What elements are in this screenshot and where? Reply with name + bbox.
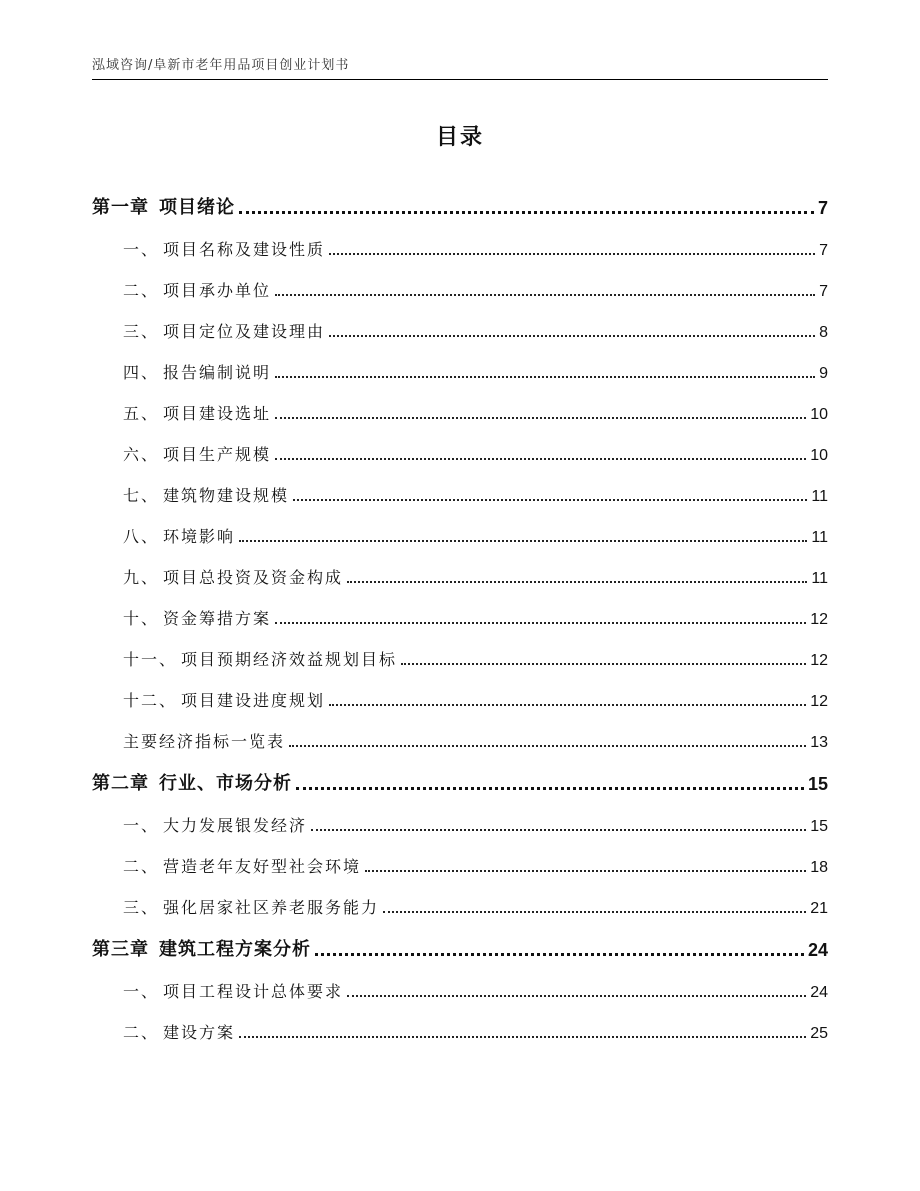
toc-entry-label (123, 979, 343, 1002)
toc-entry-text: 建设方案 (163, 1023, 236, 1042)
toc-entry-text: 项目承办单位 (163, 281, 272, 300)
toc-entry-label (123, 524, 235, 547)
toc-section-entry[interactable] (92, 961, 828, 1002)
toc-entry-label (123, 854, 361, 877)
toc-page-number: 24 (807, 940, 828, 960)
toc-page-number: 7 (819, 283, 828, 300)
toc-entry-number: 十二、 (123, 691, 178, 710)
toc-page-number: 8 (819, 324, 828, 341)
running-header: 泓域咨询/阜新市老年用品项目创业计划书 (92, 58, 350, 73)
toc-entry-label (123, 360, 271, 383)
toc-dot-leader (329, 704, 806, 706)
toc-entry-number: 一、 (123, 240, 160, 259)
toc-dot-leader (329, 335, 815, 337)
toc-entry-text: 项目定位及建设理由 (163, 322, 326, 341)
toc-section-entry[interactable] (92, 629, 828, 670)
toc-dot-leader (296, 787, 804, 790)
toc-entry-label (123, 565, 343, 588)
toc-entry-number: 第三章 (92, 939, 149, 960)
toc-section-entry[interactable] (92, 1002, 828, 1043)
toc-entry-number: 七、 (123, 486, 160, 505)
toc-entry-text: 项目名称及建设性质 (163, 240, 326, 259)
toc-section-entry[interactable] (92, 506, 828, 547)
toc-section-entry[interactable] (92, 836, 828, 877)
toc-page-number: 13 (810, 734, 828, 751)
toc-entry-label (123, 729, 285, 752)
toc-chapter-entry[interactable] (92, 918, 828, 961)
toc-dot-leader (401, 663, 806, 665)
toc-dot-leader (293, 499, 807, 501)
toc-dot-leader (239, 1036, 806, 1038)
toc-entry-text: 项目预期经济效益规划目标 (181, 650, 398, 669)
toc-entry-label (92, 193, 235, 219)
toc-page-number: 10 (810, 406, 828, 423)
toc-entry-text: 报告编制说明 (163, 363, 272, 382)
toc-entry-number: 二、 (123, 1023, 160, 1042)
toc-entry-text: 项目建设选址 (163, 404, 272, 423)
toc-page-number: 7 (817, 198, 828, 218)
toc-page-number: 10 (810, 447, 828, 464)
toc-entry-number: 十一、 (123, 650, 178, 669)
toc-entry-text: 资金筹措方案 (163, 609, 272, 628)
toc-page-number: 12 (810, 693, 828, 710)
toc-entry-number: 二、 (123, 857, 160, 876)
toc-dot-leader (383, 911, 806, 913)
toc-page-number: 11 (811, 570, 828, 587)
toc-dot-leader (275, 294, 815, 296)
toc-page-number: 9 (819, 365, 828, 382)
toc-dot-leader (347, 995, 806, 997)
toc-entry-number: 三、 (123, 898, 160, 917)
toc-entry-label (123, 401, 271, 424)
toc-section-entry[interactable] (92, 260, 828, 301)
toc-page-number: 15 (807, 774, 828, 794)
toc-entry-text: 建筑工程方案分析 (159, 939, 311, 960)
toc-entry-label (123, 688, 325, 711)
toc-entry-text: 建筑物建设规模 (163, 486, 290, 505)
toc-section-entry[interactable] (92, 219, 828, 260)
toc-section-entry[interactable] (92, 301, 828, 342)
toc-entry-label (123, 237, 325, 260)
toc-page-number: 7 (819, 242, 828, 259)
toc-dot-leader (239, 211, 814, 214)
table-of-contents (92, 176, 828, 1043)
toc-entry-text: 主要经济指标一览表 (123, 732, 286, 751)
toc-dot-leader (329, 253, 815, 255)
toc-entry-label (123, 319, 325, 342)
toc-entry-label (123, 606, 271, 629)
toc-page-number: 18 (810, 859, 828, 876)
toc-dot-leader (275, 622, 806, 624)
toc-entry-text: 项目生产规模 (163, 445, 272, 464)
toc-dot-leader (315, 953, 804, 956)
toc-page-number: 11 (811, 488, 828, 505)
toc-page-number: 24 (810, 984, 828, 1001)
toc-entry-text: 行业、市场分析 (159, 773, 292, 794)
toc-entry-label (123, 895, 379, 918)
toc-section-entry[interactable] (92, 588, 828, 629)
toc-section-entry[interactable] (92, 342, 828, 383)
toc-entry-label (92, 769, 292, 795)
toc-dot-leader (275, 376, 815, 378)
toc-entry-label (123, 442, 271, 465)
toc-entry-text: 项目建设进度规划 (181, 691, 326, 710)
toc-section-entry[interactable] (92, 383, 828, 424)
toc-chapter-entry[interactable] (92, 752, 828, 795)
toc-dot-leader (347, 581, 807, 583)
toc-entry-label (123, 813, 307, 836)
toc-entry-label (123, 483, 289, 506)
toc-entry-number: 九、 (123, 568, 160, 587)
toc-section-entry[interactable] (92, 424, 828, 465)
toc-entry-number: 五、 (123, 404, 160, 423)
toc-entry-number: 四、 (123, 363, 160, 382)
toc-section-entry[interactable] (92, 670, 828, 711)
toc-dot-leader (239, 540, 807, 542)
toc-entry-text: 环境影响 (163, 527, 236, 546)
toc-section-entry[interactable] (92, 547, 828, 588)
toc-chapter-entry[interactable] (92, 176, 828, 219)
toc-entry-text: 大力发展银发经济 (163, 816, 308, 835)
toc-page-number: 15 (810, 818, 828, 835)
toc-page-number: 12 (810, 652, 828, 669)
toc-page-number: 11 (811, 529, 828, 546)
toc-dot-leader (365, 870, 806, 872)
toc-entry-text: 营造老年友好型社会环境 (163, 857, 362, 876)
toc-entry-number: 二、 (123, 281, 160, 300)
toc-page-number: 25 (810, 1025, 828, 1042)
toc-entry-text: 项目绪论 (159, 197, 235, 218)
toc-entry-label (123, 1020, 235, 1043)
toc-page-number: 12 (810, 611, 828, 628)
toc-dot-leader (311, 829, 806, 831)
toc-title: 目录 (435, 125, 484, 150)
toc-dot-leader (289, 745, 806, 747)
toc-entry-number: 第一章 (92, 197, 149, 218)
toc-section-entry[interactable] (92, 465, 828, 506)
toc-section-entry[interactable] (92, 877, 828, 918)
toc-dot-leader (275, 417, 806, 419)
toc-section-entry[interactable] (92, 795, 828, 836)
toc-dot-leader (275, 458, 806, 460)
toc-section-entry[interactable] (92, 711, 828, 752)
toc-entry-number: 十、 (123, 609, 160, 628)
toc-entry-number: 六、 (123, 445, 160, 464)
toc-entry-number: 一、 (123, 816, 160, 835)
toc-entry-label (123, 278, 271, 301)
toc-page-number: 21 (810, 900, 828, 917)
toc-entry-text: 强化居家社区养老服务能力 (163, 898, 380, 917)
toc-entry-label (123, 647, 397, 670)
toc-entry-number: 第二章 (92, 773, 149, 794)
header-rule (92, 79, 828, 80)
toc-entry-label (92, 935, 311, 961)
toc-entry-number: 八、 (123, 527, 160, 546)
toc-entry-text: 项目工程设计总体要求 (163, 982, 344, 1001)
toc-entry-number: 三、 (123, 322, 160, 341)
toc-entry-number: 一、 (123, 982, 160, 1001)
toc-entry-text: 项目总投资及资金构成 (163, 568, 344, 587)
